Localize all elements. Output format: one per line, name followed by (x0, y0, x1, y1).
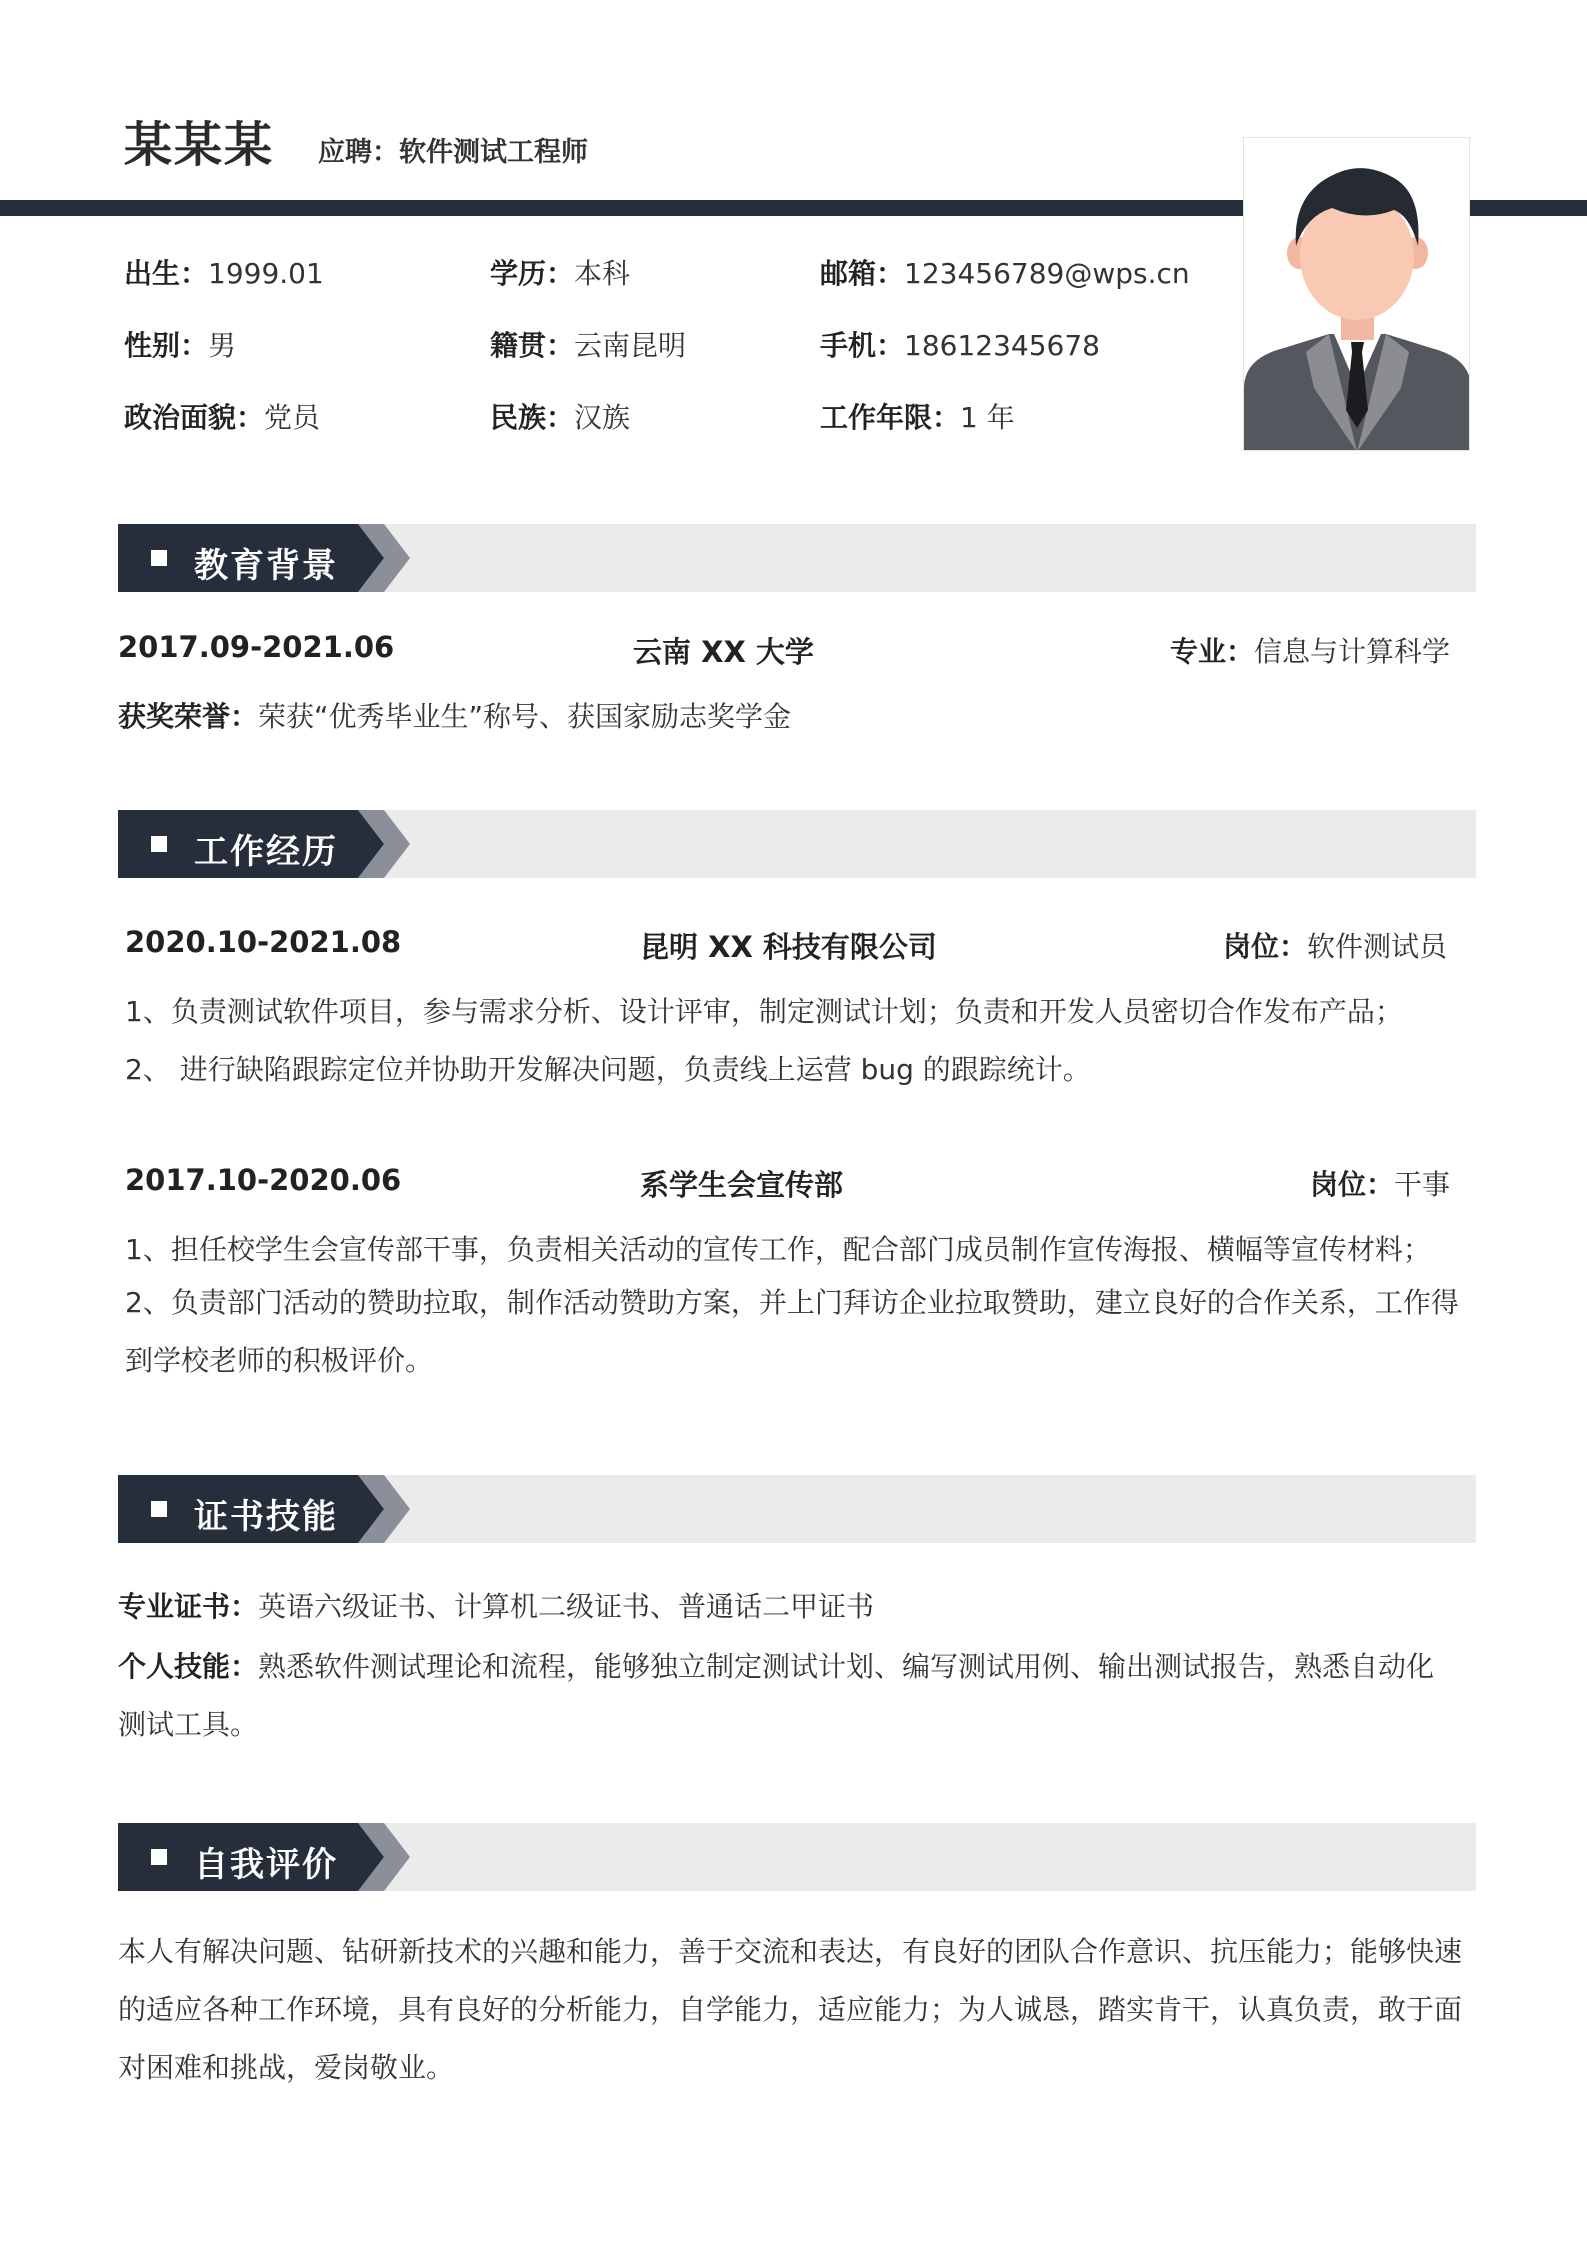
info-label: 工作年限： (820, 401, 961, 434)
info-years (820, 396, 1015, 436)
info-ethnicity (490, 396, 630, 436)
info-label: 邮箱： (820, 257, 905, 290)
job-item: 1、担任校学生会宣传部干事，负责相关活动的宣传工作，配合部门成员制作宣传海报、横幅等宣传材料； (125, 1233, 1431, 1266)
job-period: 2020.10-2021.08 (125, 925, 402, 959)
edu-school: 云南 XX 大学 (633, 635, 814, 669)
section-square-icon (151, 1501, 167, 1517)
info-label: 籍贯： (490, 329, 575, 362)
self-evaluation-text: 本人有解决问题、钻研新技术的兴趣和能力，善于交流和表达，有良好的团队合作意识、抗压能力；能够快速的适应各种工作环境，具有良好的分析能力，自学能力，适应能力；为人诚恳，踏实肯干，认真负责，敢于面对困难和挑战，爱岗敬业。 (118, 1935, 1463, 2084)
info-political (124, 396, 320, 436)
info-hometown (490, 324, 686, 364)
info-label: 性别： (124, 329, 209, 362)
position-label: 岗位： (1222, 930, 1307, 963)
section-title: 教育背景 (194, 546, 338, 586)
skills-personal (118, 1638, 1458, 1754)
position-value: 软件测试员 (1306, 930, 1447, 963)
apply-position (318, 130, 588, 169)
section-title: 工作经历 (194, 832, 338, 872)
position-label: 岗位： (1309, 1168, 1394, 1201)
info-row-2 (124, 324, 1224, 364)
avatar-illustration (1244, 138, 1470, 451)
job-position (1310, 1163, 1450, 1203)
info-value: 党员 (264, 401, 321, 434)
major-value: 信息与计算科学 (1253, 635, 1450, 668)
apply-value: 软件测试工程师 (399, 137, 588, 168)
info-value: 本科 (574, 257, 631, 290)
job-item: 2、 进行缺陷跟踪定位并协助开发解决问题，负责线上运营 bug 的跟踪统计。 (125, 1053, 1091, 1086)
section-header-self (118, 1823, 1476, 1891)
info-value: 123456789@wps.cn (904, 257, 1190, 290)
edu-major (1170, 630, 1450, 670)
profile-photo (1243, 137, 1470, 451)
major-label: 专业： (1169, 635, 1254, 668)
section-title: 自我评价 (194, 1845, 338, 1885)
section-square-icon (151, 550, 167, 566)
cert-label: 专业证书： (118, 1590, 259, 1623)
info-row-3 (124, 396, 1224, 436)
section-square-icon (151, 836, 167, 852)
skill-label: 个人技能： (118, 1650, 259, 1683)
info-value: 18612345678 (904, 329, 1100, 362)
candidate-name: 某某某 (124, 117, 275, 173)
section-square-icon (151, 1849, 167, 1865)
info-label: 民族： (490, 401, 575, 434)
header-bar-right (1470, 200, 1587, 216)
edu-period: 2017.09-2021.06 (118, 630, 395, 664)
info-email (820, 252, 1190, 292)
position-value: 干事 (1393, 1168, 1450, 1201)
skill-value: 熟悉软件测试理论和流程，能够独立制定测试计划、编写测试用例、输出测试报告，熟悉自动化测试工具。 (118, 1650, 1435, 1741)
job-position (1223, 925, 1447, 965)
section-header-skills (118, 1475, 1476, 1543)
section-header-work (118, 810, 1476, 878)
info-value: 1999.01 (208, 257, 324, 290)
section-header-education (118, 524, 1476, 592)
info-phone (820, 324, 1100, 364)
section-title: 证书技能 (194, 1497, 338, 1537)
info-label: 学历： (490, 257, 575, 290)
info-row-1 (124, 252, 1224, 292)
info-label: 政治面貌： (124, 401, 265, 434)
skills-cert (118, 1585, 874, 1625)
job-period: 2017.10-2020.06 (125, 1163, 402, 1197)
info-education (490, 252, 630, 292)
job-company: 系学生会宣传部 (640, 1168, 844, 1202)
info-value: 汉族 (574, 401, 631, 434)
info-label: 手机： (820, 329, 905, 362)
award-label: 获奖荣誉： (118, 700, 259, 733)
job-item: 2、负责部门活动的赞助拉取，制作活动赞助方案，并上门拜访企业拉取赞助，建立良好的合作关系，工作得到学校老师的积极评价。 (125, 1286, 1459, 1377)
job-item: 1、负责测试软件项目，参与需求分析、设计评审，制定测试计划；负责和开发人员密切合作发布产品； (125, 995, 1403, 1028)
header-bar-left (0, 200, 1243, 216)
info-label: 出生： (124, 257, 209, 290)
job-company: 昆明 XX 科技有限公司 (640, 930, 937, 964)
info-value: 云南昆明 (574, 329, 687, 362)
cert-value: 英语六级证书、计算机二级证书、普通话二甲证书 (258, 1590, 875, 1623)
info-value: 男 (208, 329, 237, 362)
apply-label: 应聘： (318, 137, 399, 168)
award-value: 荣获“优秀毕业生”称号、获国家励志奖学金 (258, 700, 792, 733)
info-gender (124, 324, 236, 364)
edu-award (118, 695, 791, 735)
info-birth (124, 252, 324, 292)
info-value: 1 年 (960, 401, 1015, 434)
